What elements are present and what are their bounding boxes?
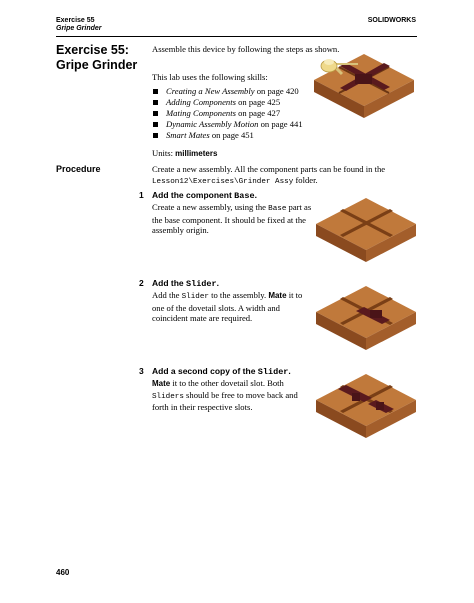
base-block — [316, 286, 416, 350]
step-2-title-a: Add the — [152, 278, 186, 288]
step-2-title — [152, 278, 219, 289]
header-rule — [56, 36, 417, 37]
bullet-square-icon — [153, 100, 158, 105]
step-1-body-a: Create a new assembly, using the — [152, 202, 269, 212]
header-subtitle: Gripe Grinder — [56, 25, 102, 32]
skill-name: Mating Components — [166, 108, 236, 118]
step-2-body-b: to the assembly. — [208, 290, 269, 300]
skill-name: Dynamic Assembly Motion — [166, 119, 259, 129]
step-2-body-a: Add the — [152, 290, 182, 300]
procedure-text-b: folder. — [295, 174, 318, 185]
step-2-body-mate: Mate — [268, 291, 287, 300]
step-3-title-part: Slider — [257, 367, 289, 377]
procedure-folder-path: Lesson12\Exercises\Grinder Assy — [152, 177, 294, 186]
running-header-left — [56, 17, 102, 33]
base-block — [316, 198, 416, 262]
header-exercise: Exercise 55 — [56, 17, 95, 24]
step-3-sliders-illustration — [312, 368, 420, 448]
exercise-title-line1: Exercise 55: — [56, 43, 129, 57]
skill-page: on page 420 — [256, 86, 299, 96]
exercise-title — [56, 43, 137, 73]
skill-name: Creating a New Assembly — [166, 86, 255, 96]
step-3-body-a: it to the other dovetail slot. Both — [170, 378, 284, 388]
step-1-title-c: . — [254, 190, 257, 200]
step-1-body — [152, 202, 312, 236]
skills-lead: This lab uses the following skills: — [152, 72, 268, 82]
step-3-title-a: Add a second copy of the — [152, 366, 258, 376]
bullet-square-icon — [153, 122, 158, 127]
step-1-base-illustration — [312, 192, 420, 272]
step-3-number: 3 — [139, 366, 144, 376]
step-3-body — [152, 378, 312, 413]
procedure-text-a: Create a new assembly. All the component parts can be found in the — [152, 164, 386, 174]
units-value: millimeters — [175, 149, 218, 158]
step-2-body-c: it to one of the dovetail slots. A width and coincident mate are required. — [152, 290, 303, 324]
header-brand: SOLIDWORKS — [367, 17, 416, 24]
step-2-body-part: Slider — [181, 293, 209, 301]
skill-page: on page 425 — [238, 97, 281, 107]
step-1-title-a: Add the component — [152, 190, 235, 200]
step-3-title — [152, 366, 291, 377]
step-2-title-c: . — [216, 278, 219, 288]
procedure-text — [152, 164, 414, 187]
step-1-title — [152, 190, 257, 201]
step-2-slider-illustration — [312, 280, 420, 360]
base-block — [316, 374, 416, 438]
step-3-body-b: should be free to move back and forth in their respective slots. — [152, 389, 298, 413]
units-label: Units: — [152, 148, 174, 158]
step-3-title-c: . — [288, 366, 291, 376]
skill-item[interactable] — [152, 130, 352, 141]
bullet-square-icon — [153, 89, 158, 94]
units-line — [152, 148, 217, 160]
step-3-body-part: Sliders — [152, 392, 184, 401]
page-number: 460 — [56, 568, 70, 577]
procedure-heading: Procedure — [56, 164, 101, 174]
step-2-body — [152, 290, 312, 324]
bullet-square-icon — [153, 111, 158, 116]
step-1-number: 1 — [139, 190, 144, 200]
intro-text: Assemble this device by following the steps as shown. — [152, 44, 340, 54]
step-1-body-b: part as the base component. It should be fixed at the assembly origin. — [152, 202, 312, 236]
bullet-square-icon — [153, 133, 158, 138]
skill-page: on page 451 — [211, 130, 254, 140]
step-1-body-part: Base — [268, 205, 287, 213]
exercise-title-line2: Gripe Grinder — [56, 58, 138, 72]
step-3-body-mate: Mate — [152, 379, 171, 388]
skill-name: Adding Components — [166, 97, 236, 107]
step-1-title-part: Base — [234, 191, 255, 201]
step-2-title-part: Slider — [186, 279, 217, 289]
skill-page: on page 427 — [238, 108, 281, 118]
skill-page: on page 441 — [260, 119, 303, 129]
step-2-number: 2 — [139, 278, 144, 288]
skill-name: Smart Mates — [166, 130, 210, 140]
grinder-assembly-illustration — [310, 46, 418, 126]
